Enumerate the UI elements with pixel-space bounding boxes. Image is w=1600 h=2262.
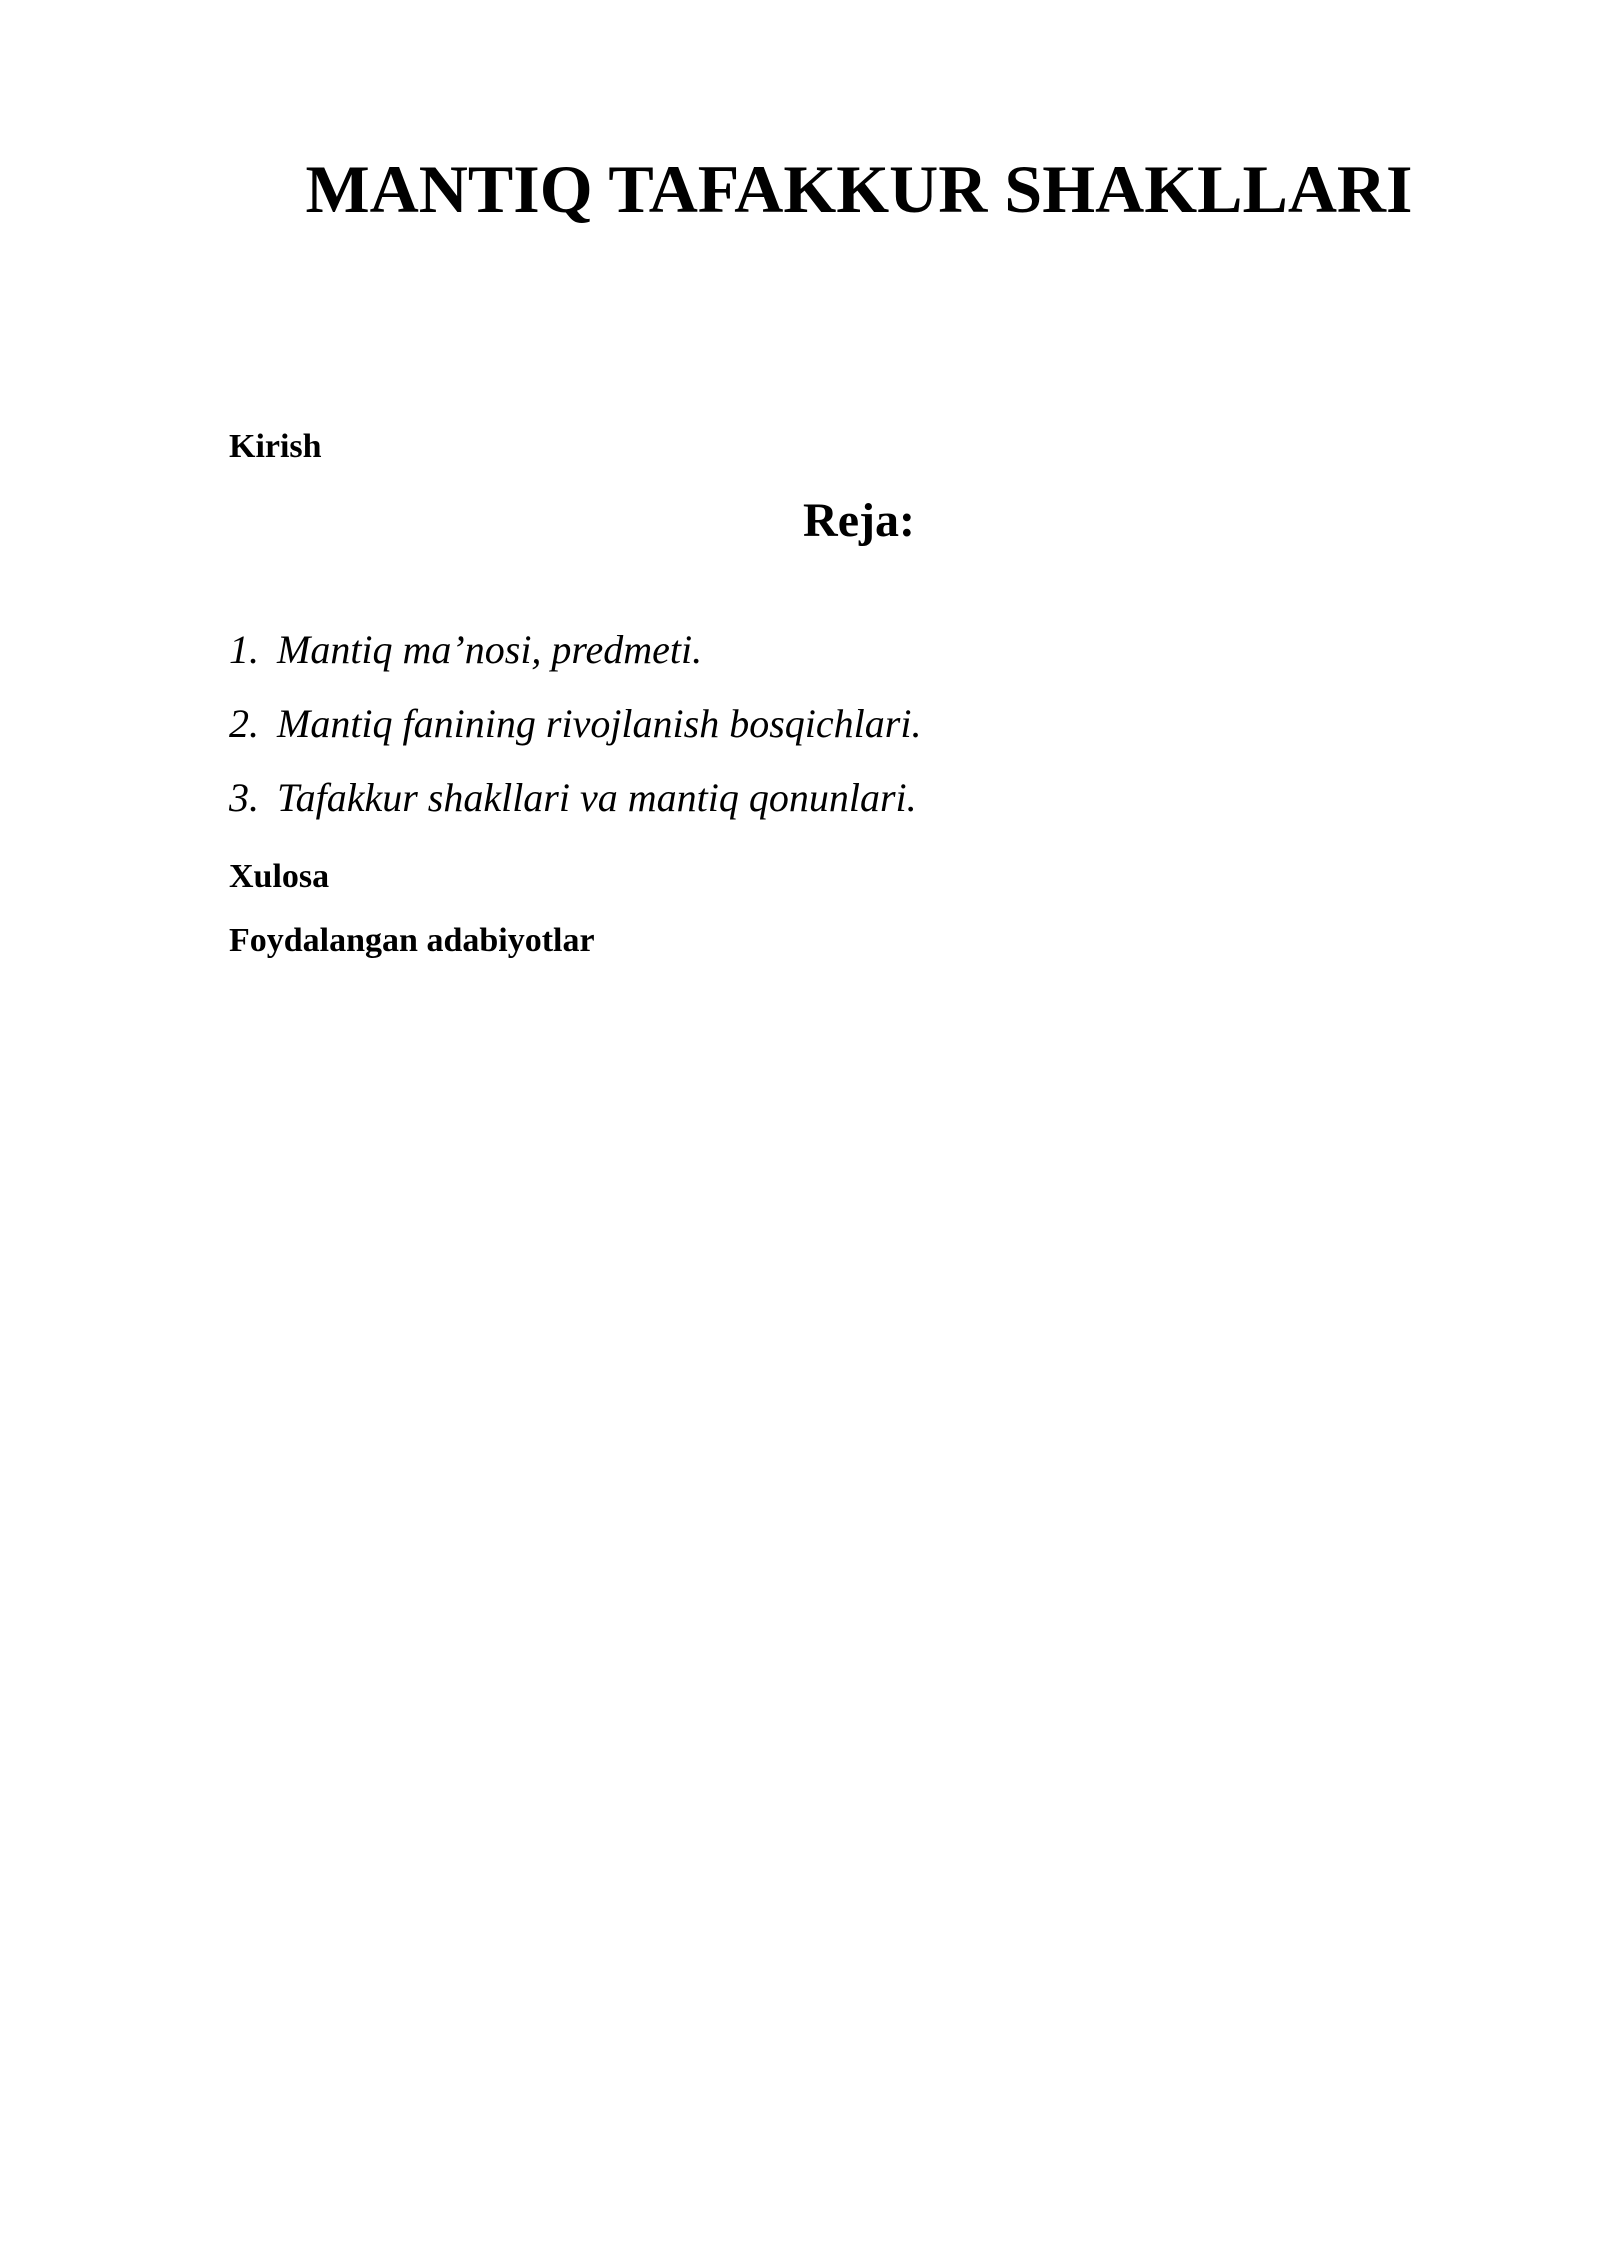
- plan-item-number: 3.: [229, 775, 259, 820]
- plan-item: [229, 627, 921, 673]
- plan-item-text: Mantiq ma’nosi, predmeti.: [277, 627, 703, 672]
- document-title: MANTIQ TAFAKKUR SHAKLLARI: [305, 151, 1413, 227]
- plan-item-text: Mantiq fanining rivojlanish bosqichlari.: [277, 701, 922, 746]
- plan-item: [229, 775, 921, 821]
- plan-item-text: Tafakkur shakllari va mantiq qonunlari.: [277, 775, 917, 820]
- plan-item: [229, 701, 921, 747]
- plan-item-number: 1.: [229, 627, 259, 672]
- references-heading: Foydalangan adabiyotlar: [229, 922, 595, 959]
- plan-item-number: 2.: [229, 701, 259, 746]
- intro-heading: Kirish: [229, 428, 322, 465]
- plan-list: [229, 627, 921, 849]
- plan-heading: Reja:: [803, 494, 915, 547]
- conclusion-heading: Xulosa: [229, 858, 330, 895]
